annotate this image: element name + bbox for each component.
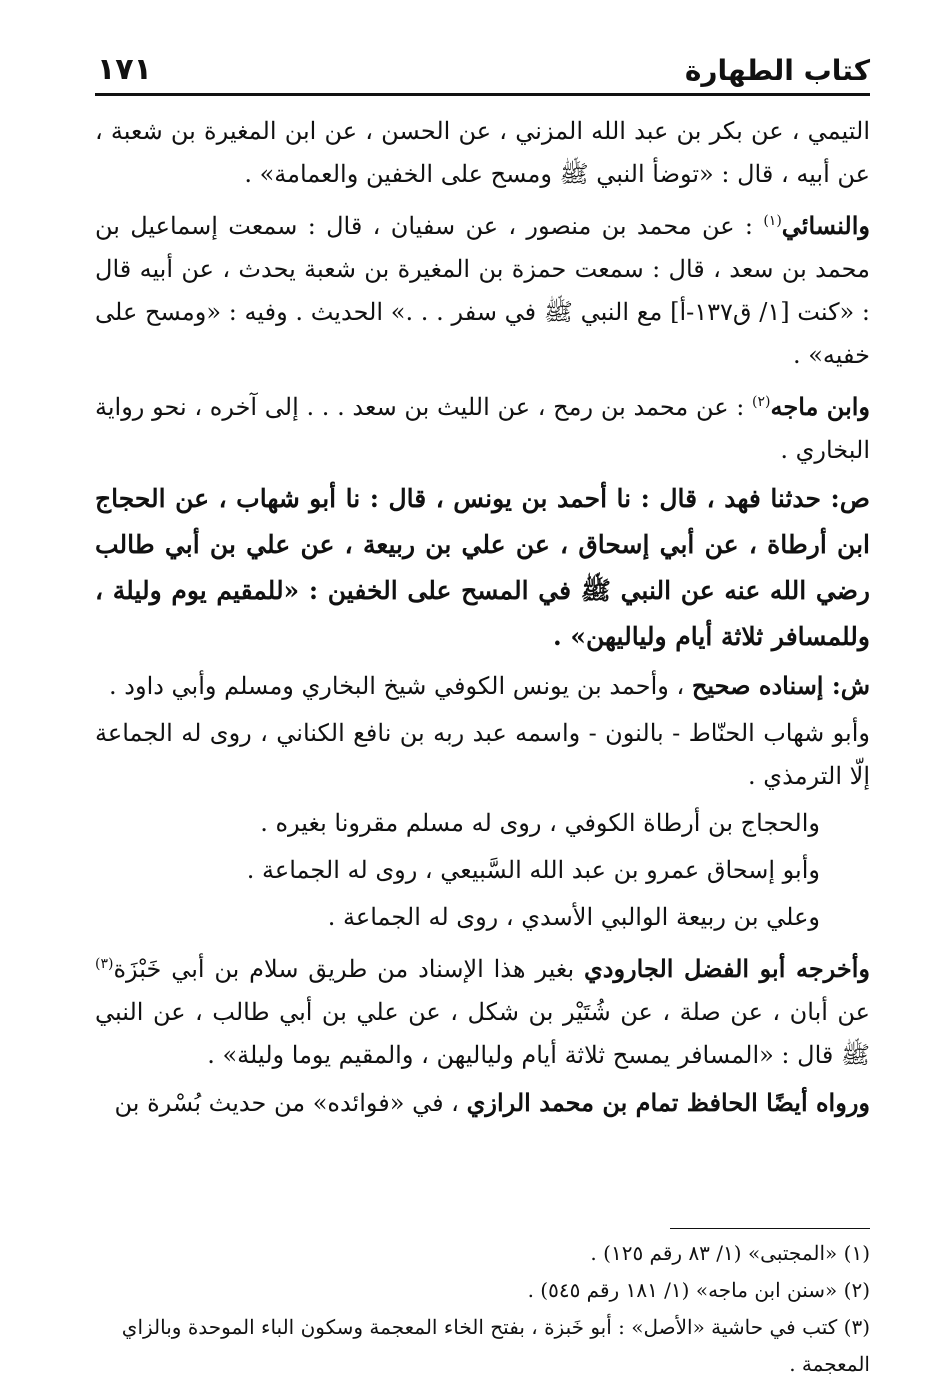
footnote: (٢) «سنن ابن ماجه» (١/ ١٨١ رقم ٥٤٥) .: [527, 1278, 870, 1302]
footnotes: [95, 1235, 870, 1383]
footnote: (٣) كتب في حاشية «الأصل» : أبو خَبزة ، بفتح الخاء المعجمة وسكون الباء الموحدة وبالزاي المعجمة .: [121, 1315, 870, 1376]
source-lead: وابن ماجه: [770, 392, 871, 421]
paragraph: [95, 1081, 870, 1125]
chapter-title: كتاب الطهارة: [684, 54, 870, 87]
source-lead: ورواه أيضًا الحافظ تمام بن محمد الرازي: [466, 1088, 870, 1117]
paragraph-text: بغير هذا الإسناد من طريق سلام بن أبي خَبْزَة: [113, 955, 575, 983]
paragraph: [95, 664, 870, 708]
paragraph: [95, 802, 870, 845]
paragraph-text: وأبو إسحاق عمرو بن عبد الله السَّبيعي ، روى له الجماعة .: [246, 856, 820, 884]
hadith-lead: ص:: [830, 484, 870, 513]
paragraph-text: عن أبان ، عن صلة ، عن شُتَيْر بن شكل ، عن علي بن أبي طالب ، عن النبي ﷺ قال : «المسافر يمسح ثلاثة أيام ولياليهن ، والمقيم يوما وليلة» .: [95, 998, 870, 1069]
paragraph-text: والحجاج بن أرطاة الكوفي ، روى له مسلم مقرونا بغيره .: [260, 809, 820, 837]
document-page: [95, 40, 871, 1376]
paragraph: [95, 712, 870, 798]
paragraph-text: التيمي ، عن بكر بن عبد الله المزني ، عن الحسن ، عن ابن المغيرة بن شعبة ، عن أبيه ، قال : «توضأ النبي ﷺ ومسح على الخفين والعمامة» .: [95, 117, 870, 188]
page-header: [95, 50, 870, 98]
paragraph-text: وعلي بن ربيعة الوالبي الأسدي ، روى له الجماعة .: [327, 903, 820, 931]
footnote-ref: (٣): [95, 956, 114, 972]
paragraph-text: : عن محمد بن منصور ، عن سفيان ، قال : سمعت إسماعيل بن محمد بن سعد ، قال : سمعت حمزة بن المغيرة بن شعبة يحدث ، عن أبيه قال : «كنت [١/ ق١٣٧-أ] مع النبي ﷺ في سفر . . .» الحديث . وفيه : «ومسح على خفيه» .: [95, 212, 871, 369]
source-lead: وأخرجه أبو الفضل الجارودي: [583, 954, 870, 983]
paragraph: [95, 381, 870, 472]
main-text: [95, 110, 870, 1129]
hadith-text: [95, 476, 870, 660]
page-number: ١٧١: [97, 52, 152, 87]
footnote: (١) «المجتبى» (١/ ٨٣ رقم ١٢٥) .: [590, 1241, 870, 1265]
paragraph-text: : عن محمد بن رمح ، عن الليث بن سعد . . . إلى آخره ، نحو رواية البخاري .: [95, 393, 870, 464]
commentary-lead: ش: إسناده صحيح: [691, 671, 870, 700]
paragraph: [95, 110, 870, 196]
paragraph: [95, 200, 870, 377]
paragraph-text: وأبو شهاب الحنّاط - بالنون - واسمه عبد ربه بن نافع الكناني ، روى له الجماعة إلّا الترمذي .: [95, 719, 870, 790]
paragraph: [95, 849, 870, 892]
paragraph-text: ، في «فوائده» من حديث بُسْرة بن: [114, 1089, 459, 1117]
paragraph: [95, 943, 870, 1077]
hadith-body: حدثنا فهد ، قال : نا أحمد بن يونس ، قال : نا أبو شهاب ، عن الحجاج ابن أرطاة ، عن أبي إسحاق ، عن علي بن ربيعة ، عن علي بن أبي طالب رضي الله عنه عن النبي ﷺ في المسح على الخفين : «للمقيم يوم وليلة ، وللمسافر ثلاثة أيام ولياليهن» .: [95, 484, 870, 651]
paragraph: [95, 896, 870, 939]
footnote-ref: (٢): [752, 394, 771, 410]
footnote-ref: (١): [763, 213, 782, 229]
source-lead: والنسائي: [781, 211, 870, 240]
header-divider: [95, 93, 870, 96]
footnote-divider: [670, 1228, 870, 1229]
paragraph-text: ، وأحمد بن يونس الكوفي شيخ البخاري ومسلم وأبي داود .: [109, 672, 685, 700]
